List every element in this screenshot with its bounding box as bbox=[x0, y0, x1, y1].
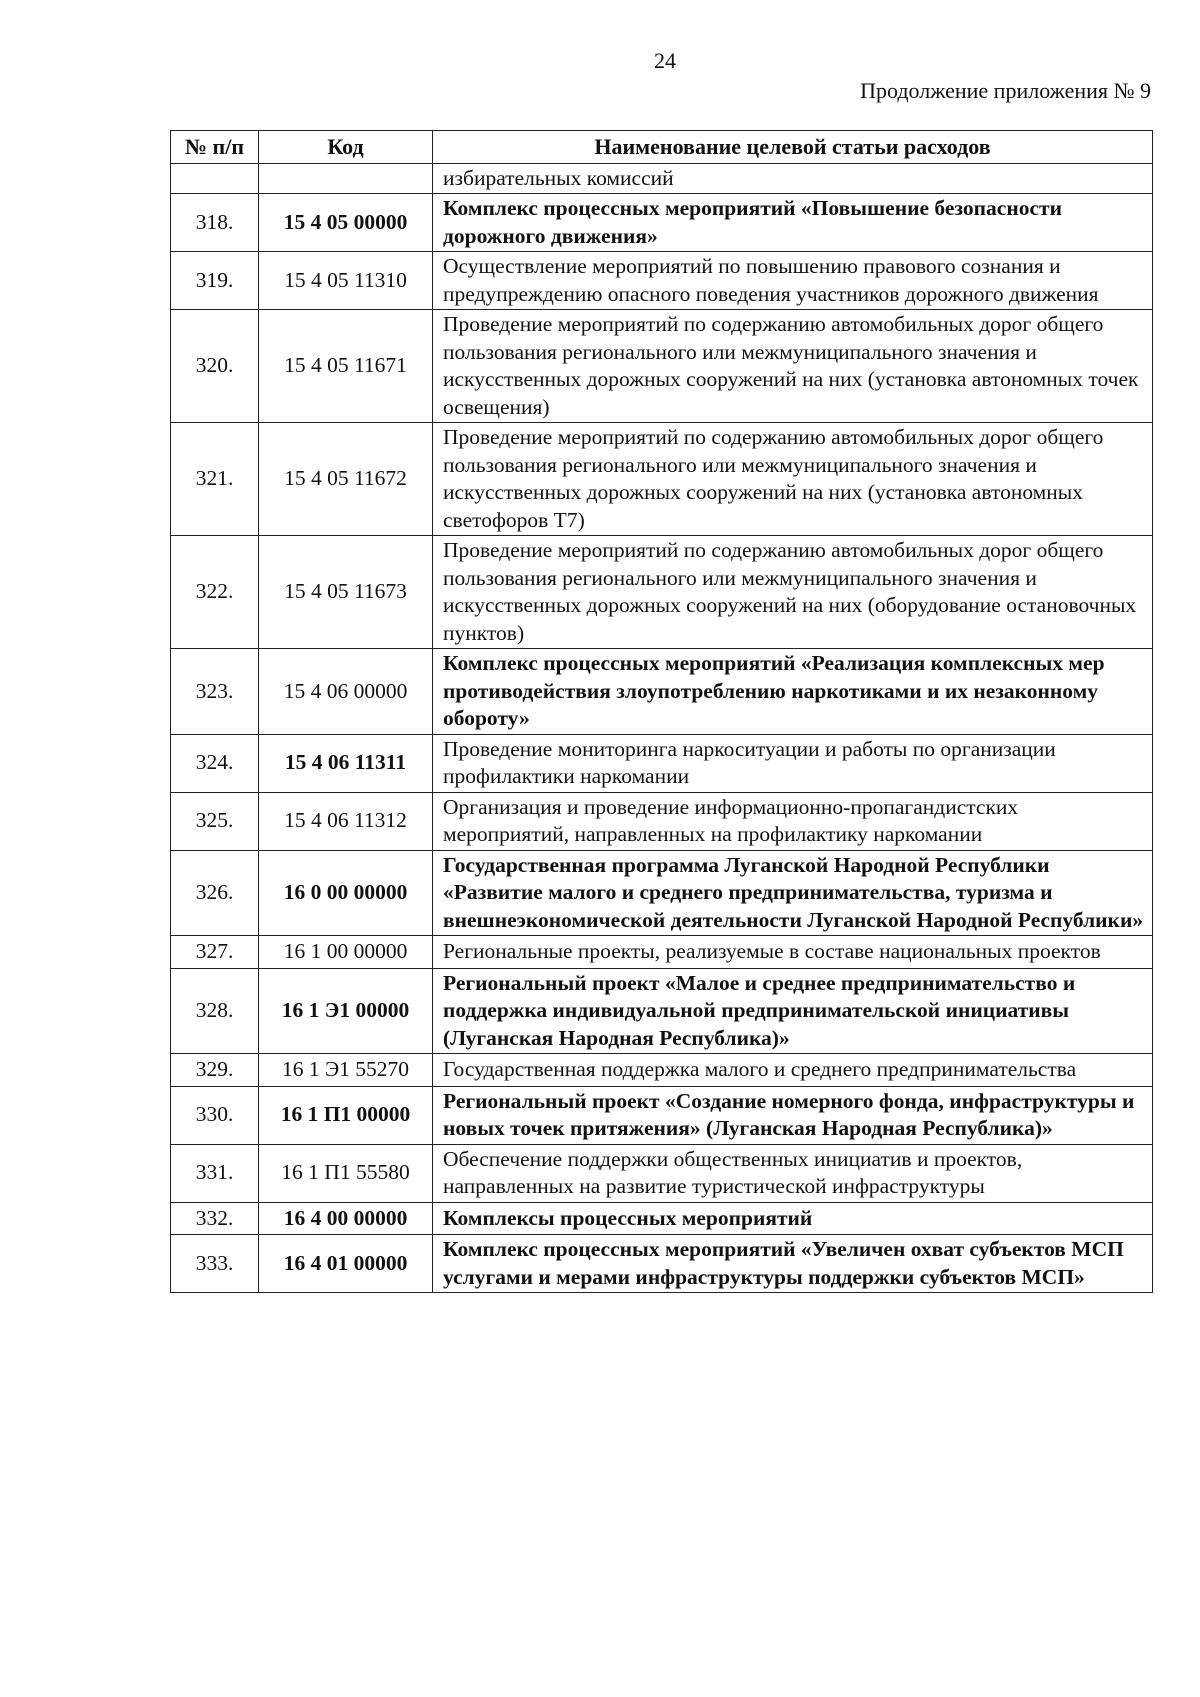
table-row bbox=[171, 1086, 1153, 1144]
row-name: Региональный проект «Создание номерного фонда, инфраструктуры и новых точек притяжения» (Луганская Народная Республика)» bbox=[433, 1086, 1153, 1144]
table-row bbox=[171, 1235, 1153, 1293]
row-number: 326. bbox=[171, 850, 259, 936]
row-name: Проведение мероприятий по содержанию автомобильных дорог общего пользования регионального или межмуниципального значения и искусственных дорожных сооружений на них (установка автономных точек освещения) bbox=[433, 310, 1153, 423]
row-code: 16 1 Э1 55270 bbox=[259, 1054, 433, 1087]
row-code: 16 1 Э1 00000 bbox=[259, 968, 433, 1054]
row-code: 15 4 05 11671 bbox=[259, 310, 433, 423]
row-code: 16 0 00 00000 bbox=[259, 850, 433, 936]
table-header-row bbox=[171, 131, 1153, 164]
row-number: 328. bbox=[171, 968, 259, 1054]
row-name: Организация и проведение информационно-пропагандистских мероприятий, направленных на профилактику наркомании bbox=[433, 792, 1153, 850]
table-row bbox=[171, 734, 1153, 792]
row-name: Проведение мероприятий по содержанию автомобильных дорог общего пользования регионального или межмуниципального значения и искусственных дорожных сооружений на них (оборудование остановочных пунктов) bbox=[433, 536, 1153, 649]
row-name: Региональные проекты, реализуемые в составе национальных проектов bbox=[433, 936, 1153, 969]
table-row bbox=[171, 1202, 1153, 1235]
row-code: 15 4 05 11672 bbox=[259, 423, 433, 536]
row-name: Осуществление мероприятий по повышению правового сознания и предупреждению опасного поведения участников дорожного движения bbox=[433, 252, 1153, 310]
row-code: 15 4 05 11310 bbox=[259, 252, 433, 310]
table-row bbox=[171, 649, 1153, 735]
table-row bbox=[171, 1144, 1153, 1202]
table-row bbox=[171, 850, 1153, 936]
table-row bbox=[171, 194, 1153, 252]
table-row bbox=[171, 536, 1153, 649]
row-name: Комплекс процессных мероприятий «Реализация комплексных мер противодействия злоупотреблению наркотиками и их незаконному обороту» bbox=[433, 649, 1153, 735]
row-code: 15 4 06 11312 bbox=[259, 792, 433, 850]
row-code: 15 4 05 00000 bbox=[259, 194, 433, 252]
row-number: 322. bbox=[171, 536, 259, 649]
column-header-code: Код bbox=[259, 131, 433, 164]
row-number: 325. bbox=[171, 792, 259, 850]
table-row bbox=[171, 423, 1153, 536]
appendix-continuation-note: Продолжение приложения № 9 bbox=[860, 78, 1151, 103]
row-name: Комплексы процессных мероприятий bbox=[433, 1202, 1153, 1235]
row-number: 321. bbox=[171, 423, 259, 536]
row-code: 15 4 05 11673 bbox=[259, 536, 433, 649]
row-code: 16 4 01 00000 bbox=[259, 1235, 433, 1293]
row-number-cell bbox=[171, 163, 259, 194]
row-code: 16 4 00 00000 bbox=[259, 1202, 433, 1235]
row-number: 327. bbox=[171, 936, 259, 969]
row-name: Государственная программа Луганской Народной Республики «Развитие малого и среднего предпринимательства, туризма и внешнеэкономической деятельности Луганской Народной Республики» bbox=[433, 850, 1153, 936]
table-row bbox=[171, 792, 1153, 850]
table-row bbox=[171, 968, 1153, 1054]
row-number: 333. bbox=[171, 1235, 259, 1293]
row-number: 330. bbox=[171, 1086, 259, 1144]
row-code: 15 4 06 11311 bbox=[259, 734, 433, 792]
row-number: 323. bbox=[171, 649, 259, 735]
row-name: Проведение мероприятий по содержанию автомобильных дорог общего пользования регионального или межмуниципального значения и искусственных дорожных сооружений на них (установка автономных светофоров Т7) bbox=[433, 423, 1153, 536]
row-code: 16 1 П1 55580 bbox=[259, 1144, 433, 1202]
row-code: 16 1 00 00000 bbox=[259, 936, 433, 969]
row-code: 15 4 06 00000 bbox=[259, 649, 433, 735]
row-name: Комплекс процессных мероприятий «Повышение безопасности дорожного движения» bbox=[433, 194, 1153, 252]
table-row bbox=[171, 936, 1153, 969]
budget-articles-table bbox=[170, 130, 1153, 1293]
table-row bbox=[171, 252, 1153, 310]
row-name-cell: избирательных комиссий bbox=[433, 163, 1153, 194]
table-row-carryover bbox=[171, 163, 1153, 194]
column-header-name: Наименование целевой статьи расходов bbox=[433, 131, 1153, 164]
column-header-number: № п/п bbox=[171, 131, 259, 164]
row-name: Региональный проект «Малое и среднее предпринимательство и поддержка индивидуальной предпринимательской инициативы (Луганская Народная Республика)» bbox=[433, 968, 1153, 1054]
row-code: 16 1 П1 00000 bbox=[259, 1086, 433, 1144]
row-number: 318. bbox=[171, 194, 259, 252]
row-number: 320. bbox=[171, 310, 259, 423]
row-name: Комплекс процессных мероприятий «Увеличен охват субъектов МСП услугами и мерами инфраструктуры поддержки субъектов МСП» bbox=[433, 1235, 1153, 1293]
row-number: 332. bbox=[171, 1202, 259, 1235]
table-row bbox=[171, 310, 1153, 423]
row-name: Обеспечение поддержки общественных инициатив и проектов, направленных на развитие туристической инфраструктуры bbox=[433, 1144, 1153, 1202]
row-name: Государственная поддержка малого и среднего предпринимательства bbox=[433, 1054, 1153, 1087]
row-number: 329. bbox=[171, 1054, 259, 1087]
row-number: 331. bbox=[171, 1144, 259, 1202]
row-code-cell bbox=[259, 163, 433, 194]
table-row bbox=[171, 1054, 1153, 1087]
row-number: 324. bbox=[171, 734, 259, 792]
row-number: 319. bbox=[171, 252, 259, 310]
page-number: 24 bbox=[654, 48, 676, 73]
row-name: Проведение мониторинга наркоситуации и работы по организации профилактики наркомании bbox=[433, 734, 1153, 792]
